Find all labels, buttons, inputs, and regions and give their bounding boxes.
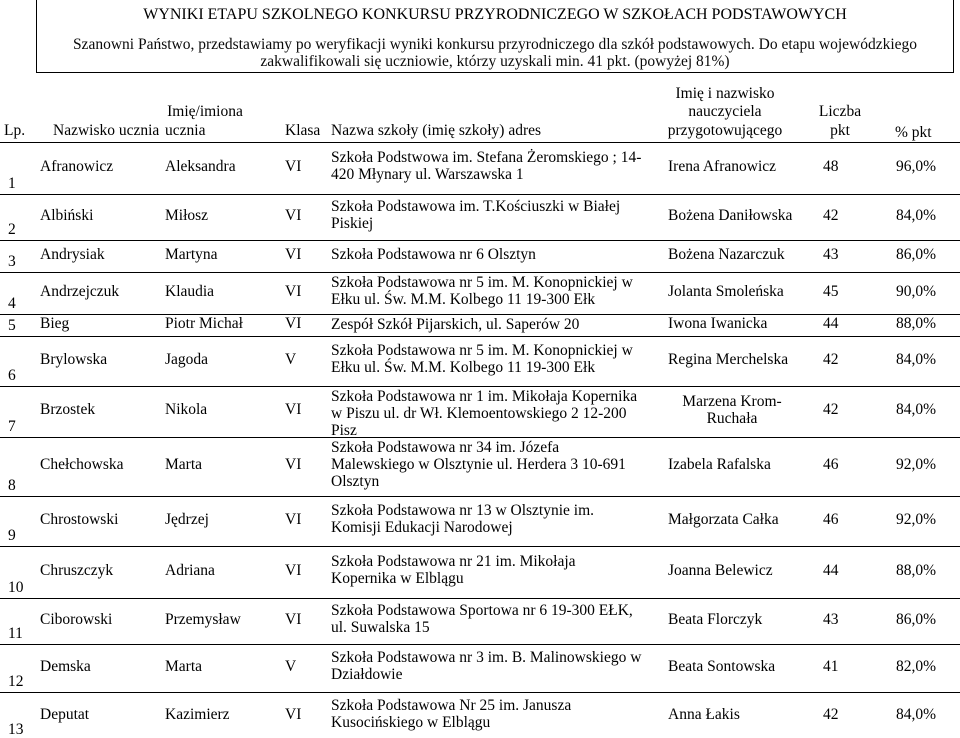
col-header-surname: Nazwisko ucznia	[53, 122, 160, 139]
col-header-teacher-l3: przygotowującego	[667, 122, 783, 139]
school-name-line: Szkoła Podstawowa nr 13 w Olsztynie im.	[331, 502, 595, 519]
school-name-line: 420 Młynary ul. Warszawska 1	[331, 166, 524, 183]
percent-value: 84,0%	[895, 401, 936, 418]
student-first-name: Aleksandra	[165, 158, 236, 175]
teacher-name: Małgorzata Całka	[668, 511, 779, 528]
percent-value: 84,0%	[895, 706, 936, 723]
row-lp: 9	[8, 527, 16, 544]
student-first-name: Przemysław	[165, 611, 241, 628]
student-class: VI	[285, 611, 302, 628]
row-divider	[0, 314, 960, 315]
school-name-line: Szkoła Podstawowa nr 21 im. Mikołaja	[331, 553, 576, 570]
student-class: VI	[285, 456, 302, 473]
student-first-name: Jagoda	[165, 351, 209, 368]
student-first-name: Marta	[165, 456, 203, 473]
points-value: 45	[823, 283, 839, 300]
student-surname: Bieg	[40, 315, 70, 332]
student-class: VI	[285, 562, 302, 579]
student-first-name: Miłosz	[165, 207, 209, 224]
student-surname: Ciborowski	[40, 611, 113, 628]
col-header-school: Nazwa szkoły (imię szkoły) adres	[331, 122, 542, 139]
teacher-name: Beata Sontowska	[668, 658, 776, 675]
school-name-line: Ełku ul. Św. M.M. Kolbego 11 19-300 Ełk	[331, 291, 596, 308]
teacher-name: Irena Afranowicz	[668, 158, 777, 175]
student-first-name: Kazimierz	[165, 706, 230, 723]
col-header-teacher-l2: nauczyciela	[688, 103, 762, 120]
percent-value: 86,0%	[895, 246, 936, 263]
points-value: 42	[823, 401, 839, 418]
school-name-line: Szkoła Podstwowa im. Stefana Żeromskiego ; 14-	[331, 149, 642, 166]
school-name-line: Zespół Szkół Pijarskich, ul. Saperów 20	[331, 316, 580, 333]
student-surname: Afranowicz	[40, 158, 114, 175]
school-name-line: Szkoła Podstawowa im. T.Kościuszki w Białej	[331, 198, 621, 215]
row-lp: 4	[8, 295, 16, 312]
school-name-line: Szkoła Podstawowa nr 5 im. M. Konopnickiej w	[331, 342, 633, 359]
teacher-name: Marzena Krom-	[682, 393, 782, 410]
school-name-line: Szkoła Podstawowa nr 6 Olsztyn	[331, 246, 536, 263]
row-lp: 1	[8, 175, 16, 192]
points-value: 43	[823, 246, 839, 263]
teacher-name: Joanna Belewicz	[668, 562, 773, 579]
col-header-percent: % pkt	[895, 124, 932, 141]
school-name-line: Szkoła Podstawowa nr 3 im. B. Malinowskiego w	[331, 649, 642, 666]
school-name-line: Pisz	[331, 422, 357, 439]
row-divider	[0, 194, 960, 195]
school-name-line: Kusocińskiego w Elblągu	[331, 714, 491, 731]
intro-line-1: Szanowni Państwo, przedstawiamy po weryfikacji wyniki konkursu przyrodniczego dla szkół podstawowych. Do etapu wojewódzkiego	[72, 36, 918, 53]
row-divider	[0, 437, 960, 438]
percent-value: 90,0%	[895, 283, 936, 300]
student-class: VI	[285, 207, 302, 224]
row-lp: 12	[8, 673, 24, 690]
student-surname: Chrostowski	[40, 511, 119, 528]
row-lp: 3	[8, 253, 16, 270]
percent-value: 86,0%	[895, 611, 936, 628]
col-header-name-l2: ucznia	[165, 122, 206, 139]
student-surname: Andrysiak	[40, 246, 105, 263]
student-class: VI	[285, 158, 302, 175]
points-value: 46	[823, 456, 839, 473]
student-class: V	[285, 351, 297, 368]
student-class: VI	[285, 246, 302, 263]
percent-value: 88,0%	[895, 562, 936, 579]
row-lp: 7	[8, 418, 16, 435]
school-name-line: Szkoła Podstawowa nr 1 im. Mikołaja Kopernika	[331, 388, 638, 405]
col-header-class: Klasa	[285, 122, 321, 139]
points-value: 44	[823, 562, 839, 579]
row-lp: 10	[8, 579, 24, 596]
student-surname: Deputat	[40, 706, 90, 723]
col-header-points-l1: Liczba	[818, 103, 862, 120]
student-first-name: Piotr Michał	[165, 315, 243, 332]
student-class: VI	[285, 315, 302, 332]
student-class: V	[285, 658, 297, 675]
student-first-name: Martyna	[165, 246, 218, 263]
student-surname: Demska	[40, 658, 91, 675]
header-divider	[0, 142, 960, 143]
school-name-line: Szkoła Podstawowa nr 34 im. Józefa	[331, 439, 560, 456]
student-class: VI	[285, 283, 302, 300]
intro-text	[57, 36, 933, 70]
row-divider	[0, 644, 960, 645]
points-value: 48	[823, 158, 839, 175]
student-surname: Andrzejczuk	[40, 283, 120, 300]
percent-value: 88,0%	[895, 315, 936, 332]
teacher-name: Izabela Rafalska	[668, 456, 771, 473]
row-lp: 13	[8, 721, 24, 738]
school-name-line: ul. Suwalska 15	[331, 619, 430, 636]
intro-line-2: zakwalifikowali się uczniowie, którzy uzyskali min. 41 pkt. (powyżej 81%)	[260, 53, 730, 70]
student-first-name: Marta	[165, 658, 203, 675]
percent-value: 84,0%	[895, 351, 936, 368]
points-value: 43	[823, 611, 839, 628]
student-surname: Chełchowska	[40, 456, 124, 473]
school-name-line: Piskiej	[331, 215, 374, 232]
teacher-name: Bożena Daniłowska	[668, 207, 793, 224]
school-name-line: Szkoła Podstawowa Sportowa nr 6 19-300 EŁK,	[331, 602, 633, 619]
student-surname: Chruszczyk	[40, 562, 114, 579]
row-lp: 5	[8, 317, 16, 334]
school-name-line: Komisji Edukacji Narodowej	[331, 519, 513, 536]
percent-value: 82,0%	[895, 658, 936, 675]
percent-value: 92,0%	[895, 456, 936, 473]
student-class: VI	[285, 706, 302, 723]
school-name-line: Kopernika w Elblągu	[331, 570, 464, 587]
teacher-name: Beata Florczyk	[668, 611, 763, 628]
student-first-name: Jędrzej	[165, 511, 209, 528]
report-header	[36, 0, 954, 73]
teacher-name: Bożena Nazarczuk	[668, 246, 785, 263]
school-name-line: Malewskiego w Olsztynie ul. Herdera 3 10-691	[331, 456, 626, 473]
student-surname: Albiński	[40, 207, 94, 224]
row-divider	[0, 386, 960, 387]
teacher-name: Iwona Iwanicka	[668, 315, 768, 332]
points-value: 46	[823, 511, 839, 528]
col-header-points-l2: pkt	[830, 122, 850, 139]
row-divider	[0, 240, 960, 241]
row-divider	[0, 272, 960, 273]
student-first-name: Klaudia	[165, 283, 215, 300]
school-name-line: Ełku ul. Św. M.M. Kolbego 11 19-300 Ełk	[331, 359, 596, 376]
page-title: WYNIKI ETAPU SZKOLNEGO KONKURSU PRZYRODNICZEGO W SZKOŁACH PODSTAWOWYCH	[143, 6, 847, 23]
student-first-name: Adriana	[165, 562, 215, 579]
points-value: 42	[823, 706, 839, 723]
school-name-line: Szkoła Podstawowa Nr 25 im. Janusza	[331, 697, 572, 714]
row-lp: 8	[8, 477, 16, 494]
row-lp: 2	[8, 221, 16, 238]
points-value: 44	[823, 315, 839, 332]
student-surname: Brzostek	[40, 401, 96, 418]
student-class: VI	[285, 511, 302, 528]
teacher-name: Anna Łakis	[668, 706, 740, 723]
student-surname: Brylowska	[40, 351, 108, 368]
percent-value: 84,0%	[895, 207, 936, 224]
school-name-line: Szkoła Podstawowa nr 5 im. M. Konopnickiej w	[331, 274, 633, 291]
points-value: 42	[823, 351, 839, 368]
teacher-name: Ruchała	[706, 410, 758, 427]
percent-value: 96,0%	[895, 158, 936, 175]
col-header-teacher-l1: Imię i nazwisko	[675, 85, 775, 102]
teacher-name: Jolanta Smoleńska	[668, 283, 784, 300]
school-name-line: w Piszu ul. dr Wł. Klemoentowskiego 2 12-200	[331, 405, 627, 422]
row-divider	[0, 336, 960, 337]
school-name-line: Działdowie	[331, 666, 403, 683]
col-header-lp: Lp.	[4, 122, 26, 139]
percent-value: 92,0%	[895, 511, 936, 528]
points-value: 41	[823, 658, 839, 675]
teacher-name: Regina Merchelska	[668, 351, 789, 368]
points-value: 42	[823, 207, 839, 224]
school-name-line: Olsztyn	[331, 473, 380, 490]
row-divider	[0, 546, 960, 547]
student-first-name: Nikola	[165, 401, 208, 418]
row-divider	[0, 692, 960, 693]
row-lp: 11	[8, 625, 23, 642]
row-lp: 6	[8, 367, 16, 384]
row-divider	[0, 496, 960, 497]
col-header-name-l1: Imię/imiona	[167, 103, 243, 120]
student-class: VI	[285, 401, 302, 418]
row-divider	[0, 598, 960, 599]
